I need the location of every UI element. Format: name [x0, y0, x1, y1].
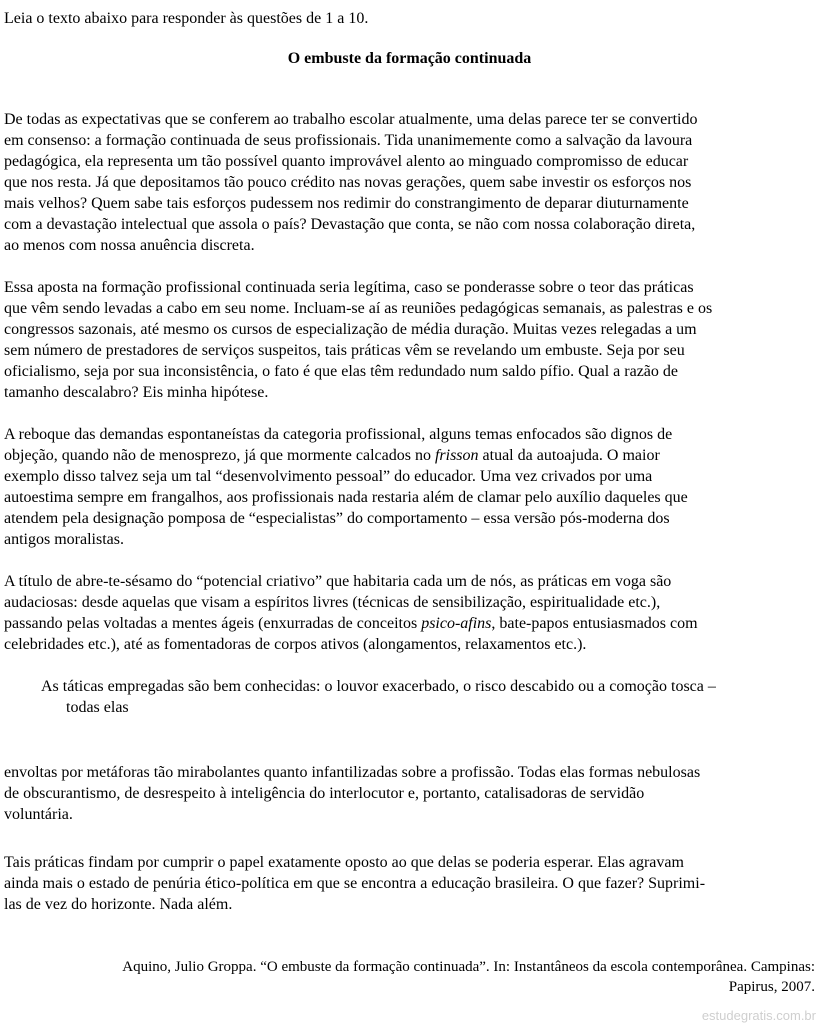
paragraph: envoltas por metáforas tão mirabolantes quanto infantilizadas sobre a profissão. Todas elas formas nebulosas de obscurantismo, de desrespeito à inteligência do interlocutor e, portanto, catalisadoras de servidão voluntária. [4, 764, 701, 823]
paragraph: Essa aposta na formação profissional continuada seria legítima, caso se ponderasse sobre o teor das práticas que vêm sendo levadas a cabo em seu nome. Incluam-se aí as reuniões pedagógicas semanais, as palestras e os congressos sazonais, até mesmo os cursos de especialização de média duração. Muitas vezes relegadas a um sem número de prestadores de serviços suspeitos, tais práticas vêm se revelando um embuste. Seja por seu oficialismo, seja por sua inconsistência, o fato é que elas têm redundado num saldo pífio. Qual a razão de tamanho descalabro? Eis minha hipótese. [4, 279, 713, 401]
text-body [4, 109, 815, 915]
paragraph: As táticas empregadas são bem conhecidas: o louvor exacerbado, o risco descabido ou a comoção tosca – todas elas [41, 678, 716, 716]
citation-line-1: Aquino, Julio Groppa. “O embuste da formação continuada”. In: Instantâneos da escola contemporânea. Campinas: [122, 959, 815, 975]
instruction-text: Leia o texto abaixo para responder às questões de 1 a 10. [4, 10, 369, 27]
paragraph: De todas as expectativas que se conferem ao trabalho escolar atualmente, uma delas parece ter se convertido em consenso: a formação continuada de seus profissionais. Tida unanimemente como a salvação da lavoura pedagógica, ela representa um tão possível quanto improvável alento ao minguado compromisso de educar que nos resta. Já que depositamos tão pouco crédito nas novas gerações, quem sabe investir os esforços nos mais velhos? Quem sabe tais esforços pudessem nos redimir do constrangimento de deparar diuturnamente com a devastação intelectual que assola o país? Devastação que conta, se não com nossa colaboração direta, ao menos com nossa anuência discreta. [4, 111, 698, 254]
citation [4, 957, 815, 997]
citation-line-2: Papirus, 2007. [728, 979, 815, 995]
watermark: estudegratis.com.br [701, 1008, 816, 1023]
paragraph: A título de abre-te-sésamo do “potencial criativo” que habitaria cada um de nós, as práticas em voga são audaciosas: desde aquelas que visam a espíritos livres (técnicas de sensibilização, espiritualidade etc.), passando pelas voltadas a mentes ágeis (enxurradas de conceitos psico-afins, bate-papos entusiasmados com celebridades etc.), até as fomentadoras de corpos ativos (alongamentos, relaxamentos etc.). [4, 573, 698, 653]
document-title: O embuste da formação continuada [287, 50, 532, 67]
paragraph: A reboque das demandas espontaneístas da categoria profissional, alguns temas enfocados são dignos de objeção, quando não de menosprezo, já que mormente calcados no frisson atual da autoajuda. O maior exemplo disso talvez seja um tal “desenvolvimento pessoal” do educador. Uma vez crivados por uma autoestima sempre em frangalhos, aos profissionais nada restaria além de clamar pelo auxílio daqueles que atendem pela designação pomposa de “especialistas” do comportamento – essa versão pós-moderna dos antigos moralistas. [4, 426, 688, 548]
paragraph: Tais práticas findam por cumprir o papel exatamente oposto ao que delas se poderia esperar. Elas agravam ainda mais o estado de penúria ético-política em que se encontra a educação brasileira. O que fazer? Suprimi- las de vez do horizonte. Nada além. [4, 854, 706, 913]
